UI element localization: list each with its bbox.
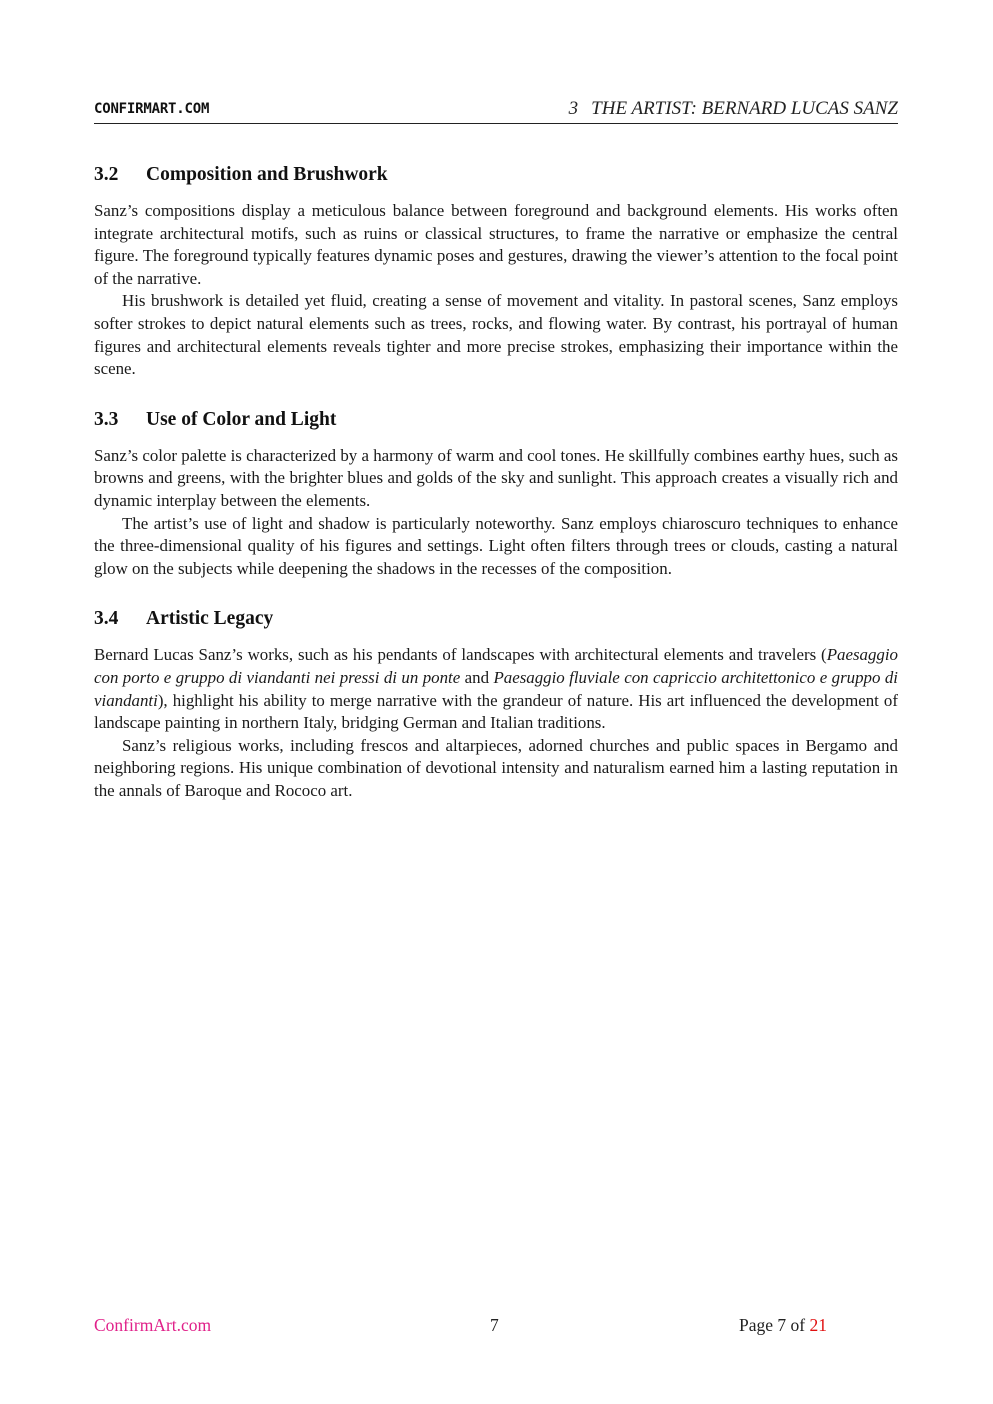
section-number: 3.2: [94, 164, 119, 185]
paragraph: The artist’s use of light and shadow is particularly noteworthy. Sanz employs chiaroscuro techniques to enhance the three-dimensional quality of his figures and settings. Light often filters through trees or clouds, casting a natural glow on the subjects while deepening the shadows in the recesses of the composition.: [94, 513, 898, 578]
section-heading: [94, 405, 898, 435]
running-head: [569, 98, 898, 120]
section-title: Artistic Legacy: [146, 608, 274, 630]
page-number: 7: [490, 1315, 499, 1335]
confirmart-logo: CONFIRMART.COM: [94, 101, 210, 117]
chapter-title: THE ARTIST: BERNARD LUCAS SANZ: [591, 98, 898, 119]
artwork-title: Paesaggio fluviale con capriccio architettonico e gruppo di viandanti: [94, 667, 898, 710]
section-heading: [94, 160, 898, 190]
site-link[interactable]: ConfirmArt.com: [94, 1315, 212, 1335]
section-title: Composition and Brushwork: [146, 164, 388, 185]
section-number: 3.3: [94, 408, 119, 430]
total-pages-link[interactable]: 21: [809, 1315, 827, 1335]
page-body: [94, 160, 898, 802]
page-count-label: Page 7 of: [739, 1315, 810, 1335]
paragraph: [94, 644, 898, 734]
paragraph: Sanz’s compositions display a meticulous balance between foreground and background elements. His works often integrate architectural motifs, such as ruins or classical structures, to frame the narrative or emphasize the central figure. The foreground typically features dynamic poses and gestures, drawing the viewer’s attention to the focal point of the narrative.: [94, 201, 898, 288]
text-run: and: [460, 667, 494, 687]
paragraph: Sanz’s color palette is characterized by a harmony of warm and cool tones. He skillfully combines earthy hues, such as browns and greens, with the brighter blues and golds of the sky and sunlight. This approach creates a visually rich and dynamic interplay between the elements.: [94, 445, 898, 510]
section-composition-brushwork: [94, 160, 898, 381]
page-footer: [0, 1315, 993, 1339]
section-number: 3.4: [94, 608, 119, 630]
text-run: Bernard Lucas Sanz’s works, such as his pendants of landscapes with architectural elements and travelers (: [94, 645, 827, 665]
text-run: ), highlight his ability to merge narrative with the grandeur of nature. His art influenced the development of landscape painting in northern Italy, bridging German and Italian traditions.: [94, 690, 898, 733]
section-artistic-legacy: [94, 604, 898, 802]
chapter-number: 3: [568, 98, 579, 119]
artwork-title: Paesaggio con porto e gruppo di viandanti nei pressi di un ponte: [94, 645, 898, 687]
paragraph: Sanz’s religious works, including frescos and altarpieces, adorned churches and public spaces in Bergamo and neighboring regions. His unique combination of devotional intensity and naturalism earned him a lasting reputation in the annals of Baroque and Rococo art.: [94, 735, 898, 800]
section-color-light: [94, 405, 898, 581]
page-header: [94, 98, 898, 124]
section-heading: [94, 604, 898, 634]
paragraph: His brushwork is detailed yet fluid, creating a sense of movement and vitality. In pastoral scenes, Sanz employs softer strokes to depict natural elements such as trees, rocks, and flowing water. By contrast, his portrayal of human figures and architectural elements reveals tighter and more precise strokes, emphasizing their importance within the scene.: [94, 291, 898, 379]
page-count: [739, 1315, 827, 1336]
section-title: Use of Color and Light: [146, 408, 337, 430]
